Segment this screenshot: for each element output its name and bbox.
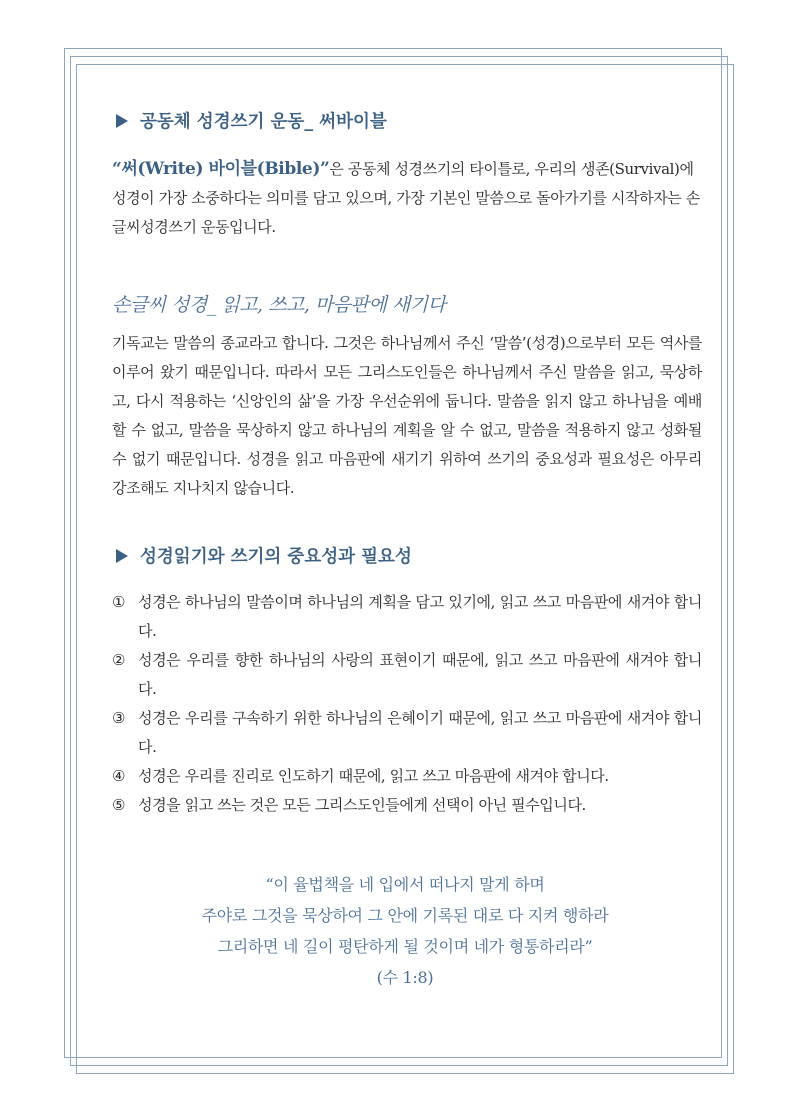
scripture-quote [76, 869, 734, 993]
section-heading-text: 성경읽기와 쓰기의 중요성과 필요성 [140, 547, 412, 567]
list-item [112, 646, 702, 704]
triangle-bullet-icon [116, 114, 128, 128]
list-text: 성경은 하나님의 말씀이며 하나님의 계획을 담고 있기에, 읽고 쓰고 마음판에 새겨야 합니다. [138, 593, 702, 640]
section-heading-text: 공동체 성경쓰기 운동_ 써바이블 [140, 112, 387, 132]
triangle-bullet-icon [116, 549, 128, 563]
list-number: ③ [112, 709, 126, 727]
quote-line: “이 율법책을 네 입에서 떠나지 말게 하며 [265, 875, 545, 894]
section-heading-write-bible [112, 108, 702, 133]
list-number: ④ [112, 767, 126, 785]
quote-reference: (수 1:8) [376, 968, 434, 987]
section-heading-importance [112, 543, 702, 568]
list-number: ② [112, 651, 126, 669]
importance-list [112, 588, 702, 820]
intro-paragraph [112, 155, 702, 242]
list-item [112, 588, 702, 646]
list-text: 성경은 우리를 향한 하나님의 사랑의 표현이기 때문에, 읽고 쓰고 마음판에 새겨야 합니다. [138, 651, 702, 698]
list-number: ① [112, 593, 126, 611]
quote-line: 그리하면 네 길이 평탄하게 될 것이며 네가 형통하리라” [217, 937, 593, 956]
list-number: ⑤ [112, 796, 126, 814]
intro-highlight: “써(Write) 바이블(Bible)” [112, 159, 330, 179]
list-text: 성경은 우리를 진리로 인도하기 때문에, 읽고 쓰고 마음판에 새겨야 합니다. [138, 767, 609, 785]
list-text: 성경은 우리를 구속하기 위한 하나님의 은혜이기 때문에, 읽고 쓰고 마음판에 새겨야 합니다. [138, 709, 702, 756]
intro-text: 은 공동체 성경쓰기의 타이틀로, 우리의 생존(Survival)에 성경이 가장 소중하다는 의미를 담고 있으며, 가장 기본인 말씀으로 돌아가기를 시작하자는 손글씨성경쓰기 운동입니다. [112, 160, 700, 236]
list-item [112, 791, 702, 820]
list-item [112, 762, 702, 791]
page-content [112, 108, 702, 820]
body-paragraph: 기독교는 말씀의 종교라고 합니다. 그것은 하나님께서 주신 ‘말씀’(성경)으로부터 모든 역사를 이루어 왔기 때문입니다. 따라서 모든 그리스도인들은 하나님께서 주신 말씀을 읽고, 묵상하고, 다시 적용하는 ‘신앙인의 삶’을 가장 우선순위에 둡니다. 말씀을 읽지 않고 하나님을 예배할 수 없고, 말씀을 묵상하지 않고 하나님의 계획을 알 수 없고, 말씀을 적용하지 않고 성화될 수 없기 때문입니다. 성경을 읽고 마음판에 새기기 위하여 쓰기의 중요성과 필요성은 아무리 강조해도 지나치지 않습니다. [112, 334, 702, 497]
list-text: 성경을 읽고 쓰는 것은 모든 그리스도인들에게 선택이 아닌 필수입니다. [138, 796, 586, 814]
list-item [112, 704, 702, 762]
handwriting-subtitle: 손글씨 성경_ 읽고, 쓰고, 마음판에 새기다 [112, 294, 446, 316]
quote-line: 주야로 그것을 묵상하여 그 안에 기록된 대로 다 지켜 행하라 [201, 906, 609, 925]
